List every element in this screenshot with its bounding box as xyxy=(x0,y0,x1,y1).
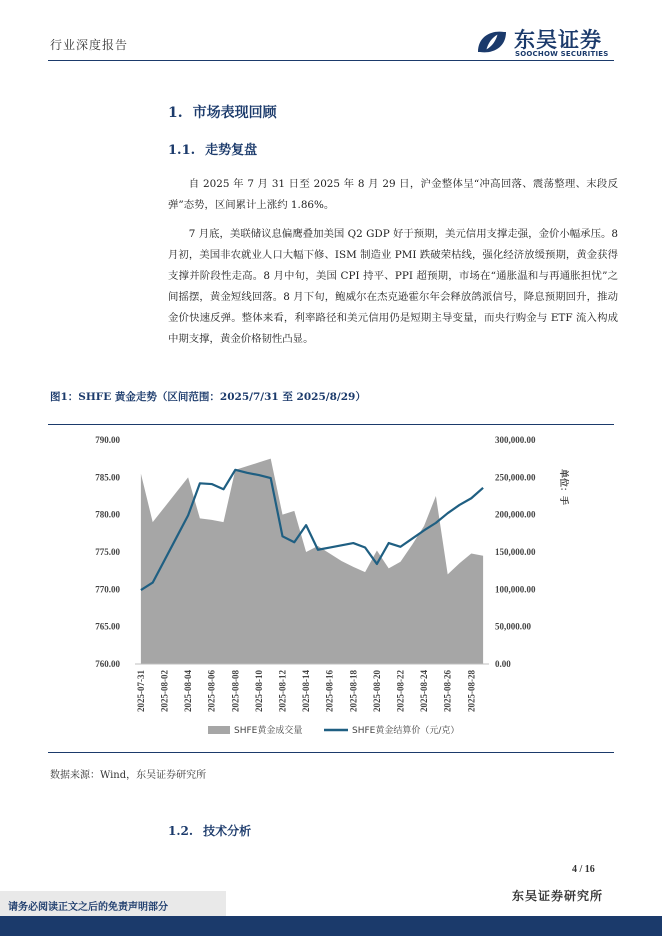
section-number: 1. xyxy=(168,105,183,121)
x-tick-label: 2025-08-28 xyxy=(466,670,477,712)
x-tick-label: 2025-08-08 xyxy=(230,670,241,712)
y-right-tick-label: 100,000.00 xyxy=(495,584,536,595)
y-left-tick-label: 765.00 xyxy=(95,621,120,632)
section-title: 走势复盘 xyxy=(205,143,258,158)
page-number: 4 / 16 xyxy=(572,864,595,875)
section-heading-1-1 xyxy=(168,139,257,158)
footer-org: 东吴证券研究所 xyxy=(512,889,604,903)
section-title: 技术分析 xyxy=(203,824,252,838)
legend-label-price: SHFE黄金结算价（元/克） xyxy=(352,726,460,736)
x-tick-label: 2025-08-06 xyxy=(206,670,217,712)
figure-bottom-rule xyxy=(48,752,614,753)
x-tick-label: 2025-08-02 xyxy=(159,670,170,712)
section-heading-1 xyxy=(168,102,277,122)
legend-swatch-volume xyxy=(208,726,230,734)
y-right-tick-label: 50,000.00 xyxy=(495,621,531,632)
paragraph-2: 7 月底，美联储议息偏鹰叠加美国 Q2 GDP 好于预期，美元信用支撑走强，金价小幅承压。8 月初，美国非农就业人口大幅下修、ISM 制造业 PMI 跌破荣枯线，强化经济放缓预期，黄金获得支撑并阶段性走高。8 月中旬，美国 CPI 持平、PPI 超预期，市场在“通胀温和与再通胀担忧”之间摇摆，黄金短线回落。8 月下旬，鲍威尔在杰克逊霍尔年会释放鸽派信号，降息预期回升，推动金价快速反弹。整体来看，利率路径和美元信用仍是短期主导变量，而央行购金与 ETF 流入构成中期支撑，黄金价格韧性凸显。 xyxy=(168,228,618,345)
paragraph-1: 自 2025 年 7 月 31 日至 2025 年 8 月 29 日，沪金整体呈“冲高回落、震荡整理、末段反弹”态势，区间累计上涨约 1.86%。 xyxy=(168,178,618,211)
y-left-tick-label: 775.00 xyxy=(95,547,120,557)
y-right-axis-label: 单位：手 xyxy=(558,468,568,506)
gold-chart xyxy=(48,425,614,751)
logo xyxy=(474,24,624,60)
y-left-tick-label: 785.00 xyxy=(95,472,120,483)
x-tick-label: 2025-08-10 xyxy=(253,670,264,712)
y-left-tick-label: 790.00 xyxy=(95,435,120,445)
y-left-tick-label: 780.00 xyxy=(95,509,120,520)
x-tick-label: 2025-08-04 xyxy=(183,670,194,712)
legend-label-volume: SHFE黄金成交量 xyxy=(234,726,303,736)
footer-bar xyxy=(0,916,662,936)
y-right-tick-label: 150,000.00 xyxy=(495,547,536,557)
y-left-tick-label: 760.00 xyxy=(95,659,120,669)
x-tick-label: 2025-08-26 xyxy=(442,670,453,712)
logo-text-cn: 东吴证券 xyxy=(514,28,602,52)
volume-area-series xyxy=(141,459,483,664)
soochow-logo-icon xyxy=(474,26,510,58)
section-heading-1-2 xyxy=(168,822,251,839)
x-tick-label: 2025-08-18 xyxy=(348,670,359,712)
logo-text-en: SOOCHOW SECURITIES xyxy=(515,50,609,58)
section-number: 1.2. xyxy=(168,824,194,838)
y-right-tick-label: 300,000.00 xyxy=(495,435,536,445)
y-left-tick-label: 770.00 xyxy=(95,584,120,595)
x-tick-label: 2025-08-24 xyxy=(419,670,430,712)
figure-source: 数据来源：Wind，东吴证券研究所 xyxy=(50,770,207,781)
x-tick-label: 2025-08-22 xyxy=(395,670,406,712)
x-tick-label: 2025-08-20 xyxy=(371,670,382,712)
x-tick-label: 2025-08-12 xyxy=(277,670,288,712)
section-title: 市场表现回顾 xyxy=(192,105,277,121)
x-tick-label: 2025-07-31 xyxy=(135,670,146,712)
header-divider xyxy=(48,60,614,61)
y-right-tick-label: 0.00 xyxy=(495,659,511,669)
section-number: 1.1. xyxy=(168,143,196,158)
header-label: 行业深度报告 xyxy=(50,38,129,52)
x-tick-label: 2025-08-16 xyxy=(324,670,335,712)
x-tick-label: 2025-08-14 xyxy=(301,670,312,712)
footer-disclaimer: 请务必阅读正文之后的免责声明部分 xyxy=(8,902,168,913)
y-right-tick-label: 200,000.00 xyxy=(495,509,536,520)
figure-title: 图1：SHFE 黄金走势（区间范围：2025/7/31 至 2025/8/29） xyxy=(50,391,366,403)
y-right-tick-label: 250,000.00 xyxy=(495,472,536,483)
